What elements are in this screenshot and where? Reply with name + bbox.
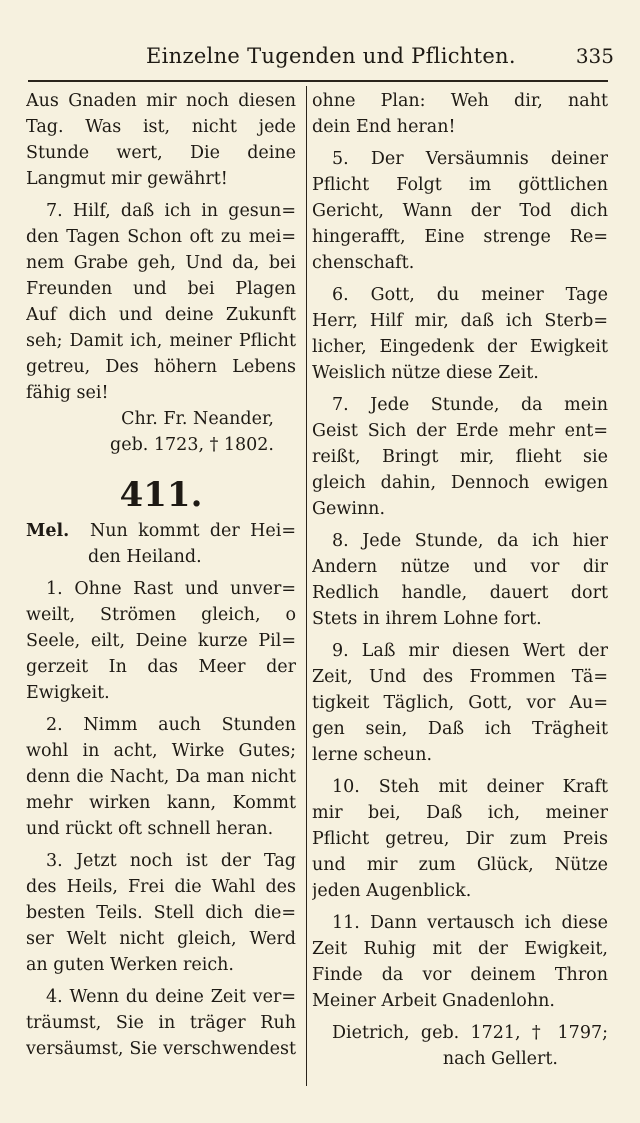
verse-line: Andern nütze und vor dir <box>312 557 608 577</box>
verse-line: Auf dich und deine Zukunft <box>26 305 296 325</box>
verse-line: Meiner Arbeit Gnadenlohn. <box>312 991 555 1011</box>
melody-title: den Heiland. <box>88 547 202 567</box>
verse-line: besten Teils. Stell dich die= <box>26 903 296 923</box>
page-header <box>28 40 614 76</box>
verse-line: denn die Nacht, Da man nicht <box>26 767 296 787</box>
melody-reference <box>26 518 296 570</box>
author-attribution <box>26 406 296 458</box>
stanza-2 <box>26 712 296 842</box>
verse-line: Stunde wert, Die deine <box>26 143 296 163</box>
verse-line: gen sein, Daß ich Trägheit <box>312 719 608 739</box>
verse-line: 9. Laß mir diesen Wert der <box>332 641 608 661</box>
verse-line: Redlich handle, dauert dort <box>312 583 608 603</box>
stanza-8 <box>312 528 608 632</box>
author-line: geb. 1723, † 1802. <box>110 435 274 455</box>
stanza-5 <box>312 146 608 276</box>
stanza-1 <box>26 576 296 706</box>
verse-line: an guten Werken reich. <box>26 955 234 975</box>
verse-line: Weislich nütze diese Zeit. <box>312 363 539 383</box>
verse-line: 3. Jetzt noch ist der Tag <box>46 851 296 871</box>
verse-line: ohne Plan: Weh dir, naht <box>312 91 608 111</box>
stanza-4 <box>26 984 296 1062</box>
verse-line: Gewinn. <box>312 499 386 519</box>
verse-line: mehr wirken kann, Kommt <box>26 793 296 813</box>
stanza-7 <box>26 198 296 406</box>
verse-line: 7. Jede Stunde, da mein <box>332 395 608 415</box>
verse-line: 11. Dann vertausch ich diese <box>332 913 608 933</box>
stanza-9 <box>312 638 608 768</box>
verse-line: lerne scheun. <box>312 745 433 765</box>
author-line: nach Gellert. <box>442 1049 558 1069</box>
verse-line: Finde da vor deinem Thron <box>312 965 608 985</box>
verse-line: Freunden und bei Plagen <box>26 279 296 299</box>
verse-line: Geist Sich der Erde mehr ent= <box>312 421 608 441</box>
verse-line: licher, Eingedenk der Ewigkeit <box>312 337 608 357</box>
verse-line: hingerafft, Eine strenge Re= <box>312 227 608 247</box>
verse-line: seh; Damit ich, meiner Pflicht <box>26 331 296 351</box>
column-divider <box>306 86 307 1086</box>
author-line: Dietrich, geb. 1721, † 1797; <box>332 1023 608 1043</box>
stanza-11 <box>312 910 608 1014</box>
left-column <box>26 88 296 1062</box>
running-title: Einzelne Tugenden und Pflichten. <box>146 44 516 68</box>
verse-line: mir bei, Daß ich, meiner <box>312 803 608 823</box>
stanza-continuation <box>312 88 608 140</box>
verse-line: chenschaft. <box>312 253 415 273</box>
stanza-3 <box>26 848 296 978</box>
verse-line: dein End heran! <box>312 117 456 137</box>
verse-line: 10. Steh mit deiner Kraft <box>332 777 608 797</box>
verse-line: 8. Jede Stunde, da ich hier <box>332 531 608 551</box>
verse-line: 5. Der Versäumnis deiner <box>332 149 608 169</box>
verse-line: 6. Gott, du meiner Tage <box>332 285 608 305</box>
right-column <box>312 88 608 1072</box>
verse-line: Pflicht getreu, Dir zum Preis <box>312 829 608 849</box>
verse-line: Zeit Ruhig mit der Ewigkeit, <box>312 939 608 959</box>
verse-line: 1. Ohne Rast und unver= <box>46 579 296 599</box>
header-rule <box>28 80 608 82</box>
verse-line: Gericht, Wann der Tod dich <box>312 201 608 221</box>
verse-line: 7. Hilf, daß ich in gesun= <box>46 201 296 221</box>
verse-line: Langmut mir gewährt! <box>26 169 228 189</box>
verse-line: nem Grabe geh, Und da, bei <box>26 253 296 273</box>
verse-line: reißt, Bringt mir, flieht sie <box>312 447 608 467</box>
verse-line: weilt, Strömen gleich, o <box>26 605 296 625</box>
verse-line: Herr, Hilf mir, daß ich Sterb= <box>312 311 608 331</box>
verse-line: und rückt oft schnell heran. <box>26 819 274 839</box>
author-line: Chr. Fr. Neander, <box>121 409 274 429</box>
verse-line: fähig sei! <box>26 383 109 403</box>
verse-line: Tag. Was ist, nicht jede <box>26 117 296 137</box>
verse-line: Seele, eilt, Deine kurze Pil= <box>26 631 296 651</box>
verse-line: 2. Nimm auch Stunden <box>46 715 296 735</box>
verse-line: wohl in acht, Wirke Gutes; <box>26 741 296 761</box>
verse-line: Zeit, Und des Frommen Tä= <box>312 667 608 687</box>
melody-title: Nun kommt der Hei= <box>89 521 296 541</box>
verse-line: gleich dahin, Dennoch ewigen <box>312 473 608 493</box>
verse-line: und mir zum Glück, Nütze <box>312 855 608 875</box>
stanza-10 <box>312 774 608 904</box>
verse-line: Stets in ihrem Lohne fort. <box>312 609 542 629</box>
verse-line: träumst, Sie in träger Ruh <box>26 1013 296 1033</box>
page-number: 335 <box>575 44 614 68</box>
verse-line: des Heils, Frei die Wahl des <box>26 877 296 897</box>
stanza-continuation <box>26 88 296 192</box>
verse-line: tigkeit Täglich, Gott, vor Au= <box>312 693 608 713</box>
verse-line: Aus Gnaden mir noch diesen <box>26 91 296 111</box>
melody-label: Mel. <box>26 521 70 541</box>
stanza-7 <box>312 392 608 522</box>
author-attribution <box>312 1020 608 1072</box>
verse-line: Pflicht Folgt im göttlichen <box>312 175 608 195</box>
verse-line: versäumst, Sie verschwendest <box>26 1039 296 1059</box>
verse-line: ser Welt nicht gleich, Werd <box>26 929 296 949</box>
verse-line: den Tagen Schon oft zu mei= <box>26 227 296 247</box>
verse-line: getreu, Des höhern Lebens <box>26 357 296 377</box>
hymn-number: 411. <box>119 475 203 515</box>
verse-line: Ewigkeit. <box>26 683 110 703</box>
verse-line: jeden Augenblick. <box>312 881 472 901</box>
stanza-6 <box>312 282 608 386</box>
verse-line: gerzeit In das Meer der <box>26 657 296 677</box>
verse-line: 4. Wenn du deine Zeit ver= <box>46 987 296 1007</box>
